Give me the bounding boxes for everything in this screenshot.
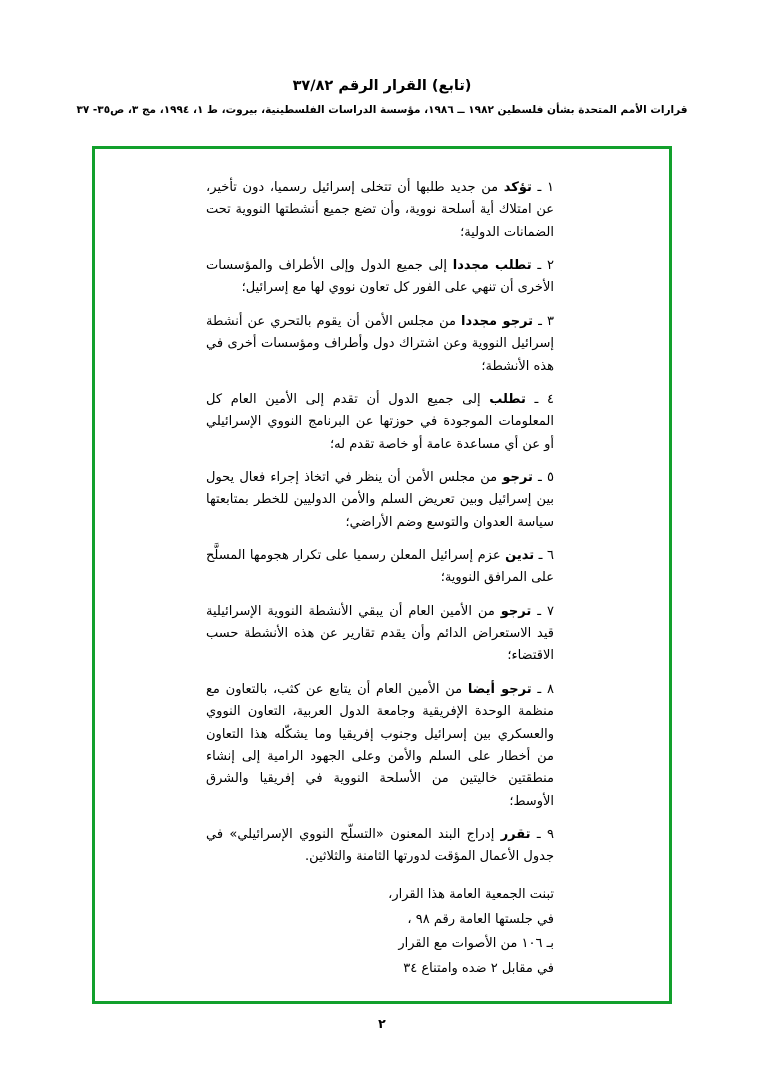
vote-line: في جلستها العامة رقم ٩٨ ،: [407, 911, 554, 927]
vote-line: بـ ١٠٦ من الأصوات مع القرار: [398, 936, 554, 952]
document-header: [0, 0, 764, 118]
resolution-body: [206, 177, 554, 984]
item-marker: ٢ ـ: [537, 258, 554, 274]
item-text: عزم إسرائيل المعلن رسميا على تكرار هجومها المسلَّح على المرافق النووية؛: [206, 548, 554, 586]
paragraph-item-5: [206, 467, 554, 534]
paragraph-item-3: [206, 311, 554, 378]
paragraph-item-2: [206, 255, 554, 300]
item-text: من مجلس الأمن أن يقوم بالتحري عن أنشطة إسرائيل النووية وعن اشتراك دول وأطراف ومؤسسات أخرى في هذه الأنشطة؛: [206, 313, 554, 374]
item-text: من الأمين العام أن يبقي الأنشطة النووية الإسرائيلية قيد الاستعراض الدائم وأن يقدم تقارير عن هذه الأنشطة حسب الاقتضاء؛: [206, 603, 554, 664]
item-marker: ٨ ـ: [537, 681, 554, 697]
item-lead: ترجو مجددا: [461, 313, 534, 329]
item-text: من جديد طلبها أن تتخلى إسرائيل رسميا، دون تأخير، عن امتلاك أية أسلحة نووية، وأن تضع جميع أنشطتها النووية تحت الضمانات الدولية؛: [206, 180, 554, 240]
page-number: ٢: [378, 1016, 386, 1031]
content-frame: [92, 146, 672, 1004]
item-lead: تؤكد: [503, 180, 532, 195]
item-lead: تطلب مجددا: [452, 258, 532, 274]
item-marker: ٩ ـ: [536, 826, 554, 842]
vote-record: [206, 885, 554, 980]
vote-line: في مقابل ٢ ضده وامتناع ٣٤: [403, 961, 554, 977]
paragraph-item-7: [206, 601, 554, 668]
item-text: إلى جميع الدول وإلى الأطراف والمؤسسات الأخرى أن تنهي على الفور كل تعاون نووي لها مع إسرائيل؛: [206, 258, 554, 296]
item-lead: ترجو أيضا: [467, 681, 532, 697]
item-marker: ١ ـ: [537, 180, 554, 195]
item-lead: ترجو: [500, 603, 532, 619]
page-title: (تابع) القرار الرقم ٣٧/٨٢: [292, 78, 472, 94]
item-text: من الأمين العام أن يتابع عن كثب، بالتعاون مع منظمة الوحدة الإفريقية وجامعة الدول العربية، التعاون النووي والعسكري بين إسرائيل وجنوب إفريقيا وما يشكّله هذا التعاون من أخطار على السلم والأمن وعلى الجهود الرامية إلى إنشاء منطقتين خاليتين من الأسلحة النووية في إفريقيا والشرق الأوسط؛: [206, 681, 554, 809]
item-marker: ٦ ـ: [538, 548, 554, 564]
item-marker: ٥ ـ: [538, 469, 555, 485]
vote-line: تبنت الجمعية العامة هذا القرار،: [388, 886, 554, 902]
paragraph-item-1: [206, 177, 554, 244]
paragraph-item-6: [206, 545, 554, 590]
item-marker: ٤ ـ: [534, 391, 554, 407]
item-lead: تطلب: [489, 391, 526, 407]
item-text: من مجلس الأمن أن ينظر في اتخاذ إجراء فعال يحول بين إسرائيل وبين تعريض السلم والأمن الدوليين للخطر بمتابعتها سياسة العدوان والتوسع وضم الأراضي؛: [206, 469, 554, 530]
paragraph-item-4: [206, 389, 554, 456]
item-lead: تدين: [505, 548, 535, 564]
item-text: إلى جميع الدول أن تقدم إلى الأمين العام كل المعلومات الموجودة في حوزتها عن البرنامج النووي الإسرائيلي أو عن أي مساعدة عامة أو خاصة تقدم له؛: [206, 391, 554, 452]
paragraph-item-8: [206, 679, 554, 813]
source-citation: قرارات الأمم المتحدة بشأن فلسطين ١٩٨٢ ــ ١٩٨٦، مؤسسة الدراسات الفلسطينية، بيروت، ط ١، ١٩٩٤، مج ٣، ص٣٥- ٣٧: [76, 104, 688, 117]
paragraph-item-9: [206, 824, 554, 869]
item-marker: ٣ ـ: [538, 313, 554, 329]
item-lead: تقرر: [500, 826, 531, 842]
item-marker: ٧ ـ: [537, 603, 554, 619]
item-lead: ترجو: [502, 469, 533, 485]
item-text: إدراج البند المعنون «التسلّح النووي الإسرائيلي» في جدول الأعمال المؤقت لدورتها الثامنة والثلاثين.: [206, 826, 554, 865]
